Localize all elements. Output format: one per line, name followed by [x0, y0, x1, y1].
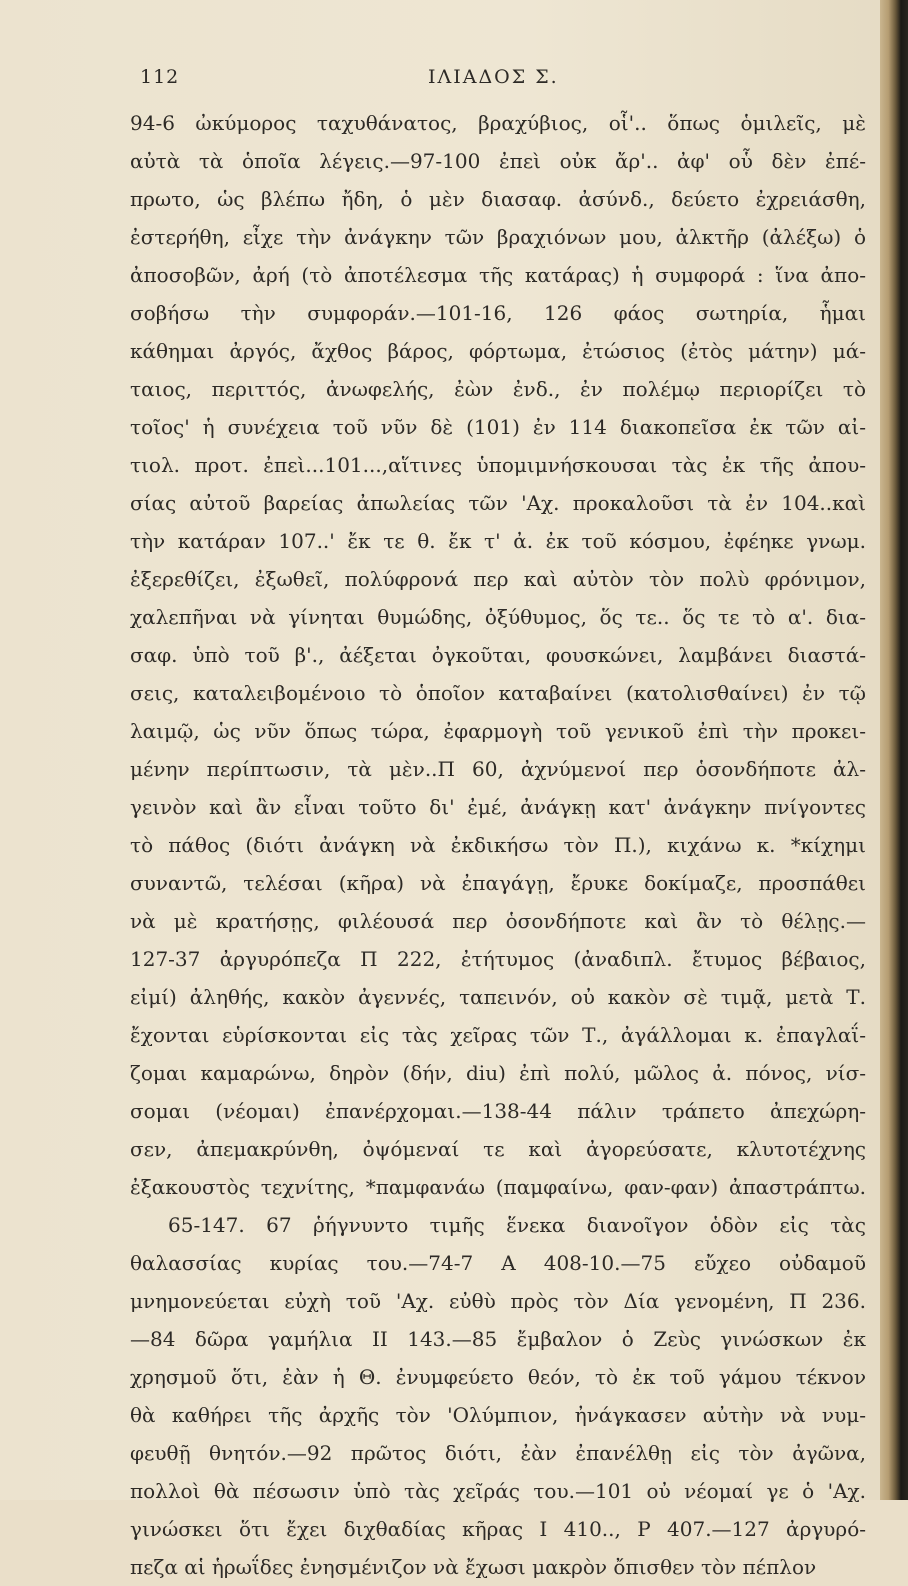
text-line: σομαι (νέομαι) ἐπανέρχομαι.—138-44 πάλιν τράπετο ἀπεχώρη- — [130, 1099, 866, 1123]
text-line: ζομαι καμαρώνω, δηρὸν (δήν, diu) ἐπὶ πολύ, μῶλος ἀ. πόνος, νίσ- — [130, 1061, 866, 1085]
text-line: αὐτὰ τὰ ὁποῖα λέγεις.—97-100 ἐπεὶ οὐκ ἄρ'.. ἀφ' οὗ δὲν ἐπέ- — [130, 149, 866, 173]
text-line: τὸ πάθος (διότι ἀνάγκη νὰ ἐκδικήσω τὸν Π.), κιχάνω κ. *κίχημι — [130, 833, 866, 857]
text-line: θαλασσίας κυρίας του.—74-7 Α 408-10.—75 εὔχεο οὐδαμοῦ — [130, 1251, 866, 1275]
text-line: πρωτο, ὡς βλέπω ἤδη, ὁ μὲν διασαφ. ἀσύνδ., δεύετο ἐχρειάσθη, — [130, 187, 866, 211]
commentary-text — [130, 104, 866, 1586]
text-line: χρησμοῦ ὅτι, ἐὰν ἡ Θ. ἐνυμφεύετο θεόν, τὸ ἐκ τοῦ γάμου τέκνον — [130, 1365, 866, 1389]
text-line: —84 δῶρα γαμήλια ΙΙ 143.—85 ἔμβαλον ὁ Ζεὺς γινώσκων ἐκ — [130, 1327, 866, 1351]
text-line: σαφ. ὑπὸ τοῦ β'., ἀέξεται ὀγκοῦται, φουσκώνει, λαμβάνει διαστά- — [130, 643, 866, 667]
text-line: ἐξερεθίζει, ἐξωθεῖ, πολύφρονά περ καὶ αὐτὸν τὸν πολὺ φρόνιμον, — [130, 567, 866, 591]
text-line: 65-147. 67 ῥήγνυντο τιμῆς ἕνεκα διανοῖγον ὁδὸν εἰς τὰς — [168, 1213, 866, 1237]
text-line: μένην περίπτωσιν, τὰ μὲν..Π 60, ἀχνύμενοί περ ὁσονδήποτε ἀλ- — [130, 757, 866, 781]
text-line: θὰ καθήρει τῆς ἀρχῆς τὸν 'Ολύμπιον, ἠνάγκασεν αὐτὴν νὰ νυμ- — [130, 1403, 866, 1427]
text-line: ταιος, περιττός, ἀνωφελής, ἐὼν ἐνδ., ἐν πολέμῳ περιορίζει τὸ — [130, 377, 866, 401]
text-line: γεινὸν καὶ ἂν εἶναι τοῦτο δι' ἐμέ, ἀνάγκῃ κατ' ἀνάγκην πνίγοντες — [130, 795, 866, 819]
text-line: σίας αὐτοῦ βαρείας ἀπωλείας τῶν 'Αχ. προκαλοῦσι τὰ ἐν 104..καὶ — [130, 491, 866, 515]
text-line: συναντῶ, τελέσαι (κῆρα) νὰ ἐπαγάγῃ, ἔρυκε δοκίμαζε, προσπάθει — [130, 871, 866, 895]
text-line: πεζα αἱ ἡρωΐδες ἐνησμένιζον νὰ ἔχωσι μακρὸν ὄπισθεν τὸν πέπλον — [130, 1555, 817, 1579]
text-line: μνημονεύεται εὐχὴ τοῦ 'Αχ. εὐθὺ πρὸς τὸν Δία γενομένη, Π 236. — [130, 1289, 866, 1313]
text-line: νὰ μὲ κρατήσῃς, φιλέουσά περ ὁσονδήποτε καὶ ἂν τὸ θέλῃς.— — [130, 909, 866, 933]
running-title: ΙΛΙΑΔΟΣ Σ. — [428, 66, 559, 88]
page-header — [0, 66, 880, 106]
text-line: τιολ. προτ. ἐπεὶ...101...,αἵτινες ὑπομιμνήσκουσαι τὰς ἐκ τῆς ἀπου- — [130, 453, 866, 477]
text-line: χαλεπῆναι νὰ γίνηται θυμώδης, ὀξύθυμος, ὅς τε.. ὅς τε τὸ α'. δια- — [130, 605, 866, 629]
text-line: ἐστερήθη, εἶχε τὴν ἀνάγκην τῶν βραχιόνων μου, ἀλκτῆρ (ἀλέξω) ὁ — [130, 225, 866, 249]
text-line: σοβήσω τὴν συμφοράν.—101-16, 126 φάος σωτηρία, ἧμαι — [130, 301, 866, 325]
text-line: γινώσκει ὅτι ἔχει διχθαδίας κῆρας Ι 410.., Ρ 407.—127 ἀργυρό- — [130, 1517, 866, 1541]
text-line: σεις, καταλειβομένοιο τὸ ὁποῖον καταβαίνει (κατολισθαίνει) ἐν τῷ — [130, 681, 866, 705]
text-line: ἐξακουστὸς τεχνίτης, *παμφανάω (παμφαίνω, φαν-φαν) ἀπαστράπτω. — [130, 1175, 866, 1199]
text-line: 127-37 ἀργυρόπεζα Π 222, ἐτήτυμος (ἀναδιπλ. ἔτυμος βέβαιος, — [130, 947, 866, 971]
book-spine-edge — [880, 0, 908, 1500]
text-line: τοῖος' ἡ συνέχεια τοῦ νῦν δὲ (101) ἐν 114 διακοπεῖσα ἐκ τῶν αἰ- — [130, 415, 866, 439]
text-line: σεν, ἀπεμακρύνθη, ὀψόμεναί τε καὶ ἀγορεύσατε, κλυτοτέχνης — [130, 1137, 866, 1161]
text-line: εἰμί) ἀληθής, κακὸν ἀγεννές, ταπεινόν, οὐ κακὸν σὲ τιμᾷ, μετὰ Τ. — [130, 985, 866, 1009]
text-line: ἀποσοβῶν, ἀρή (τὸ ἀποτέλεσμα τῆς κατάρας) ἡ συμφορά : ἵνα ἀπο- — [130, 263, 866, 287]
text-line: 94-6 ὠκύμορος ταχυθάνατος, βραχύβιος, οἷ'.. ὅπως ὁμιλεῖς, μὲ — [130, 111, 866, 135]
text-line: φευθῇ θνητόν.—92 πρῶτος διότι, ἐὰν ἐπανέλθῃ εἰς τὸν ἀγῶνα, — [130, 1441, 866, 1465]
text-line: κάθημαι ἀργός, ἄχθος βάρος, φόρτωμα, ἐτώσιος (ἐτὸς μάτην) μά- — [130, 339, 866, 363]
text-line: πολλοὶ θὰ πέσωσιν ὑπὸ τὰς χεῖράς του.—101 οὐ νέομαί γε ὁ 'Αχ. — [130, 1479, 866, 1503]
text-line: ἔχονται εὑρίσκονται εἰς τὰς χεῖρας τῶν Τ., ἀγάλλομαι κ. ἐπαγλαΐ- — [130, 1023, 866, 1047]
page-number: 112 — [140, 66, 180, 88]
text-line: λαιμῷ, ὡς νῦν ὅπως τώρα, ἐφαρμογὴ τοῦ γενικοῦ ἐπὶ τὴν προκει- — [130, 719, 866, 743]
text-line: τὴν κατάραν 107..' ἔκ τε θ. ἔκ τ' ἀ. ἐκ τοῦ κόσμου, ἐφέηκε γνωμ. — [130, 529, 866, 553]
